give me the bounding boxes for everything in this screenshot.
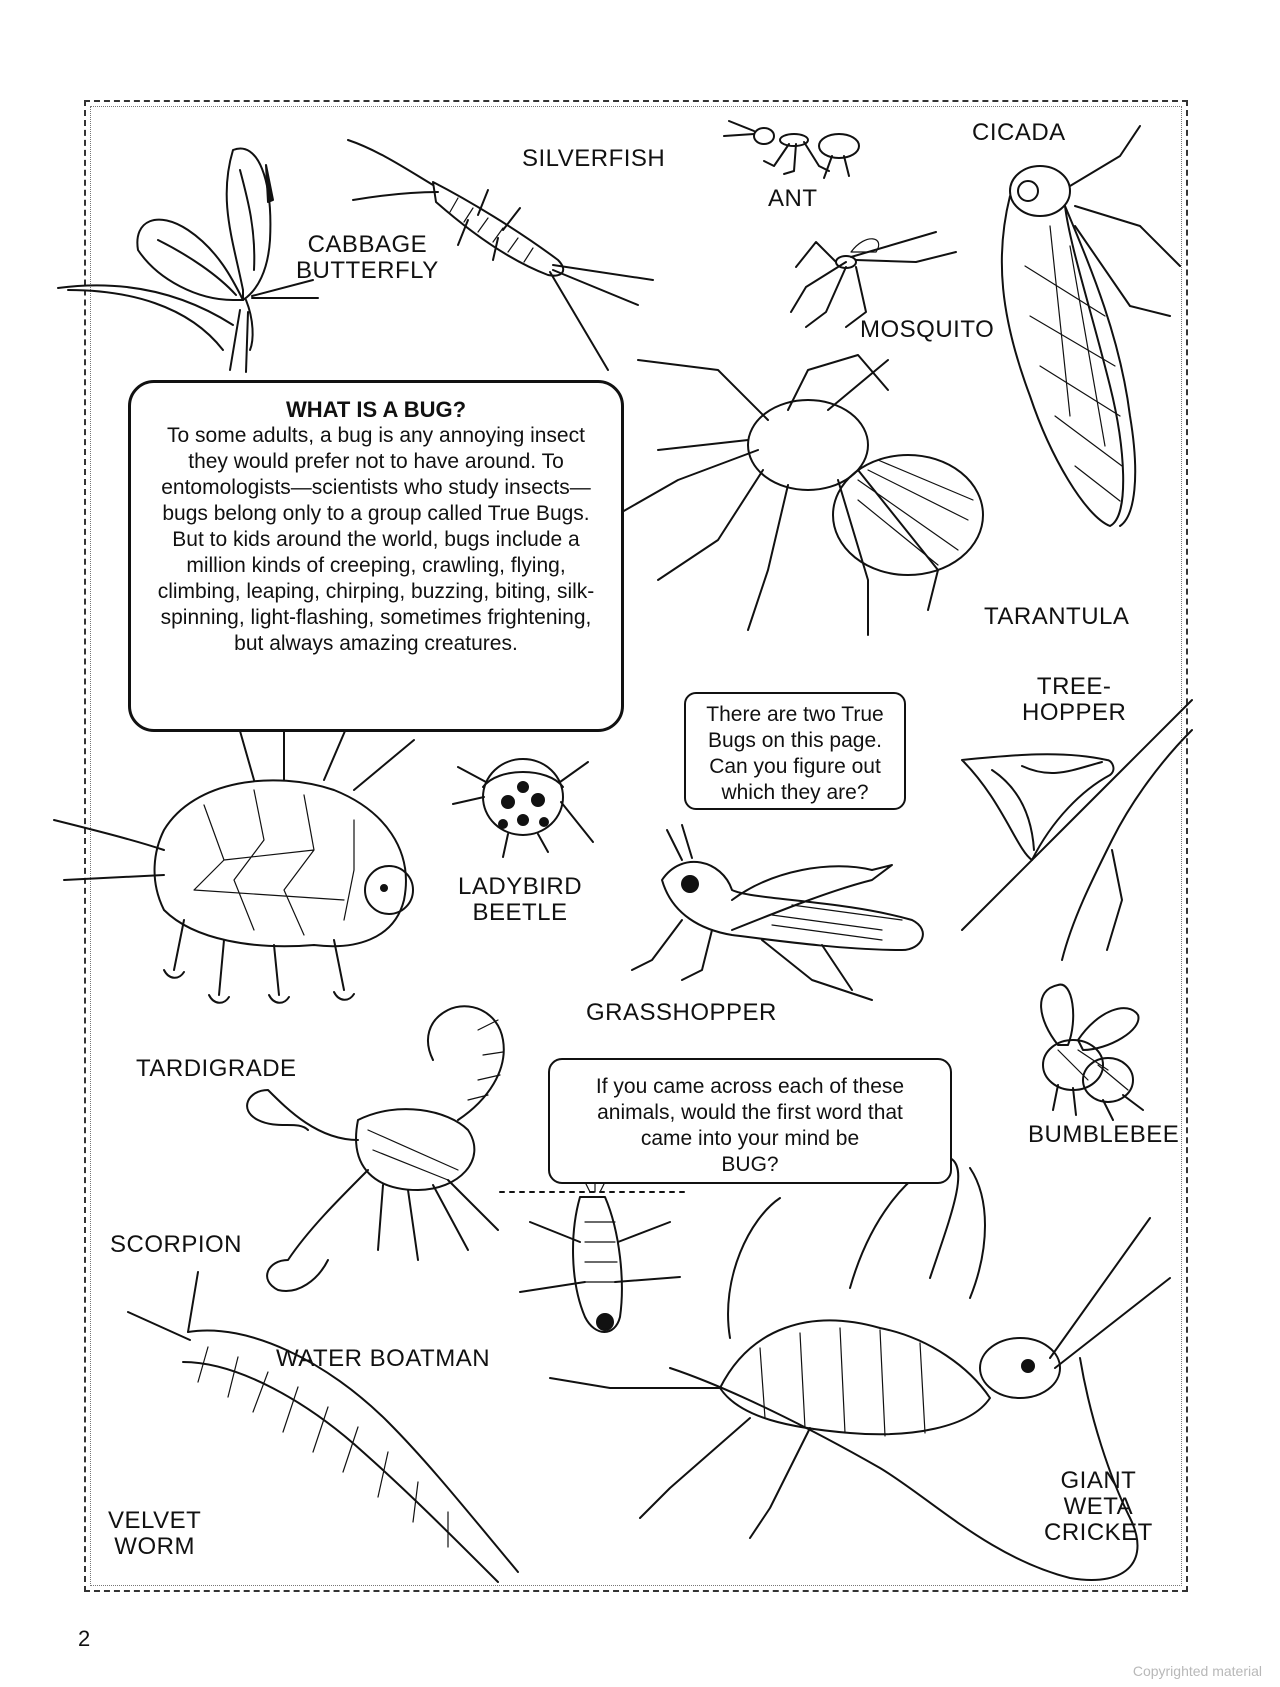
bumblebee-illustration	[1018, 980, 1158, 1120]
page-number: 2	[78, 1626, 91, 1651]
label-cabbage-butterfly-line1: CABBAGE	[307, 231, 428, 258]
tardigrade-illustration	[54, 710, 454, 1020]
label-bumblebee: BUMBLEBEE	[1028, 1121, 1180, 1148]
first-word-question-line: came into your mind be	[640, 1127, 860, 1150]
true-bugs-question-line: There are two True	[706, 703, 884, 726]
ladybird-beetle-illustration	[448, 742, 598, 862]
label-tardigrade: TARDIGRADE	[136, 1055, 297, 1082]
cicada-illustration	[990, 116, 1190, 536]
what-is-a-bug-box	[128, 380, 624, 732]
copyright-notice: Copyrighted material	[1132, 1663, 1262, 1679]
label-cabbage-butterfly	[296, 232, 439, 284]
ant-illustration	[724, 116, 874, 186]
label-ladybird-line2: BEETLE	[472, 899, 568, 926]
label-treehopper	[1022, 674, 1126, 726]
grasshopper-illustration	[622, 820, 952, 1000]
true-bugs-question-line: which they are?	[721, 781, 869, 804]
label-velvet-worm	[108, 1508, 201, 1560]
label-ladybird-line1: LADYBIRD	[458, 873, 583, 900]
tarantula-illustration	[598, 350, 998, 640]
label-velvet-worm-line1: VELVET	[108, 1507, 202, 1534]
true-bugs-question-line: Can you figure out	[709, 755, 881, 778]
label-treehopper-line1: TREE-	[1036, 673, 1112, 700]
first-word-question-box	[548, 1058, 952, 1184]
label-cicada: CICADA	[972, 119, 1066, 146]
label-weta-line2: WETA	[1063, 1493, 1134, 1520]
first-word-question-line: BUG?	[721, 1153, 779, 1176]
label-water-boatman: WATER BOATMAN	[276, 1345, 491, 1372]
label-weta-line1: GIANT	[1060, 1467, 1137, 1494]
label-cabbage-butterfly-line2: BUTTERFLY	[296, 257, 439, 284]
true-bugs-question-line: Bugs on this page.	[708, 729, 882, 752]
label-velvet-worm-line2: WORM	[114, 1533, 195, 1560]
label-ladybird-beetle	[458, 874, 582, 926]
label-silverfish: SILVERFISH	[522, 145, 666, 172]
first-word-question-line: If you came across each of these	[595, 1075, 905, 1098]
label-giant-weta-cricket	[1044, 1468, 1153, 1546]
what-is-a-bug-body: To some adults, a bug is any annoying insect they would prefer not to have around. To entomologists—scientists who study insects—bugs belong only to a group called True Bugs. But to kids around the world, bugs include a million kinds of creeping, crawling, flying, climbing, leaping, chirping, buzzing, biting, silk-spinning, light-flashing, sometimes frightening, but always amazing creatures.	[157, 424, 595, 655]
label-grasshopper: GRASSHOPPER	[586, 999, 777, 1026]
first-word-question-line: animals, would the first word that	[597, 1101, 903, 1124]
what-is-a-bug-title: WHAT IS A BUG?	[285, 397, 467, 422]
label-tarantula: TARANTULA	[984, 603, 1130, 630]
label-treehopper-line2: HOPPER	[1022, 699, 1127, 726]
label-mosquito: MOSQUITO	[860, 316, 995, 343]
label-ant: ANT	[768, 185, 818, 212]
label-weta-line3: CRICKET	[1044, 1519, 1153, 1546]
label-scorpion: SCORPION	[110, 1231, 243, 1258]
true-bugs-question-box	[684, 692, 906, 810]
treehopper-illustration	[962, 700, 1192, 960]
